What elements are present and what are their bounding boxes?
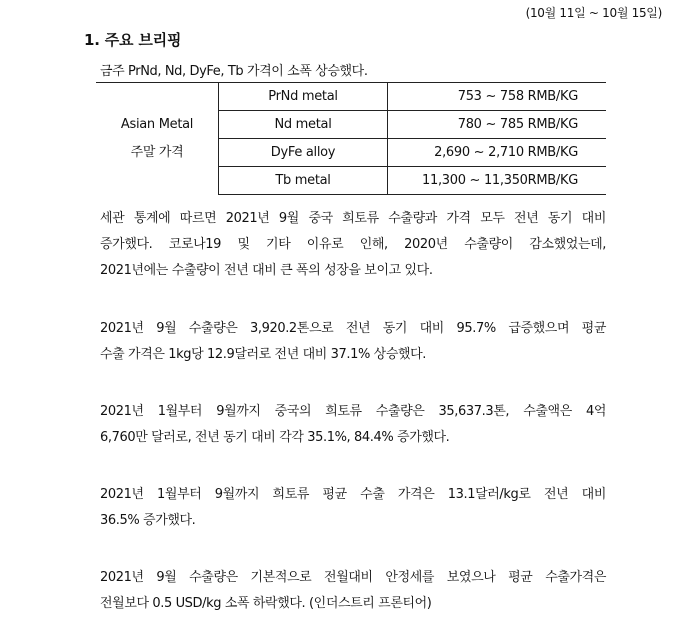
metal-name: Nd metal [219,111,388,139]
metal-name: PrNd metal [219,83,388,111]
section-title: 1. 주요 브리핑 [84,31,182,49]
row-header-label: 주말 가격 [130,144,184,160]
metal-price: 753 ~ 758 RMB/KG [388,83,607,111]
paragraph-line: 전월보다 0.5 USD/kg 소폭 하락했다. (인더스트리 프론티어) [100,596,432,611]
paragraph-line: 수출 가격은 1kg당 12.9달러로 전년 대비 37.1% 상승했다. [100,347,427,362]
paragraph-line: 2021년 9월 수출량은 기본적으로 전월대비 안정세를 보였으나 평균 수출가격은 [100,570,606,585]
paragraph-line: 2021년 9월 수출량은 3,920.2톤으로 전년 동기 대비 95.7% 급증했으며 평균 [100,321,606,336]
paragraph-line: 36.5% 증가했다. [100,513,196,528]
metal-price: 11,300 ~ 11,350RMB/KG [388,167,607,195]
paragraph-line: 6,760만 달러로, 전년 동기 대비 각각 35.1%, 84.4% 증가했다. [100,430,450,445]
paragraph-line: 세관 통계에 따르면 2021년 9월 중국 희토류 수출량과 가격 모두 전년 동기 대비 [100,211,606,226]
paragraph-september-exports [100,316,606,368]
paragraph-line: 2021년 1월부터 9월까지 희토류 평균 수출 가격은 13.1달러/kg로 전년 대비 [100,487,606,502]
table-row-header [96,83,219,195]
paragraph-ytd-exports [100,399,606,451]
paragraph-line: 증가했다. 코로나19 및 기타 이유로 인해, 2020년 수출량이 감소했었는데, [100,237,606,252]
section-lead: 금주 PrNd, Nd, DyFe, Tb 가격이 소폭 상승했다. [100,64,368,79]
paragraph-export-overview [100,206,606,284]
paragraph-monthly-change [100,565,606,617]
metal-price: 780 ~ 785 RMB/KG [388,111,607,139]
metal-name: Tb metal [219,167,388,195]
date-range: (10월 11일 ~ 10월 15일) [525,6,662,20]
paragraph-line: 2021년에는 수출량이 전년 대비 큰 폭의 성장을 보이고 있다. [100,263,433,278]
price-table [96,82,606,195]
metal-price: 2,690 ~ 2,710 RMB/KG [388,139,607,167]
table-row [96,83,606,111]
row-header-source: Asian Metal [120,116,194,132]
paragraph-ytd-price [100,482,606,534]
paragraph-line: 2021년 1월부터 9월까지 중국의 희토류 수출량은 35,637.3톤, 수출액은 4억 [100,404,606,419]
metal-name: DyFe alloy [219,139,388,167]
